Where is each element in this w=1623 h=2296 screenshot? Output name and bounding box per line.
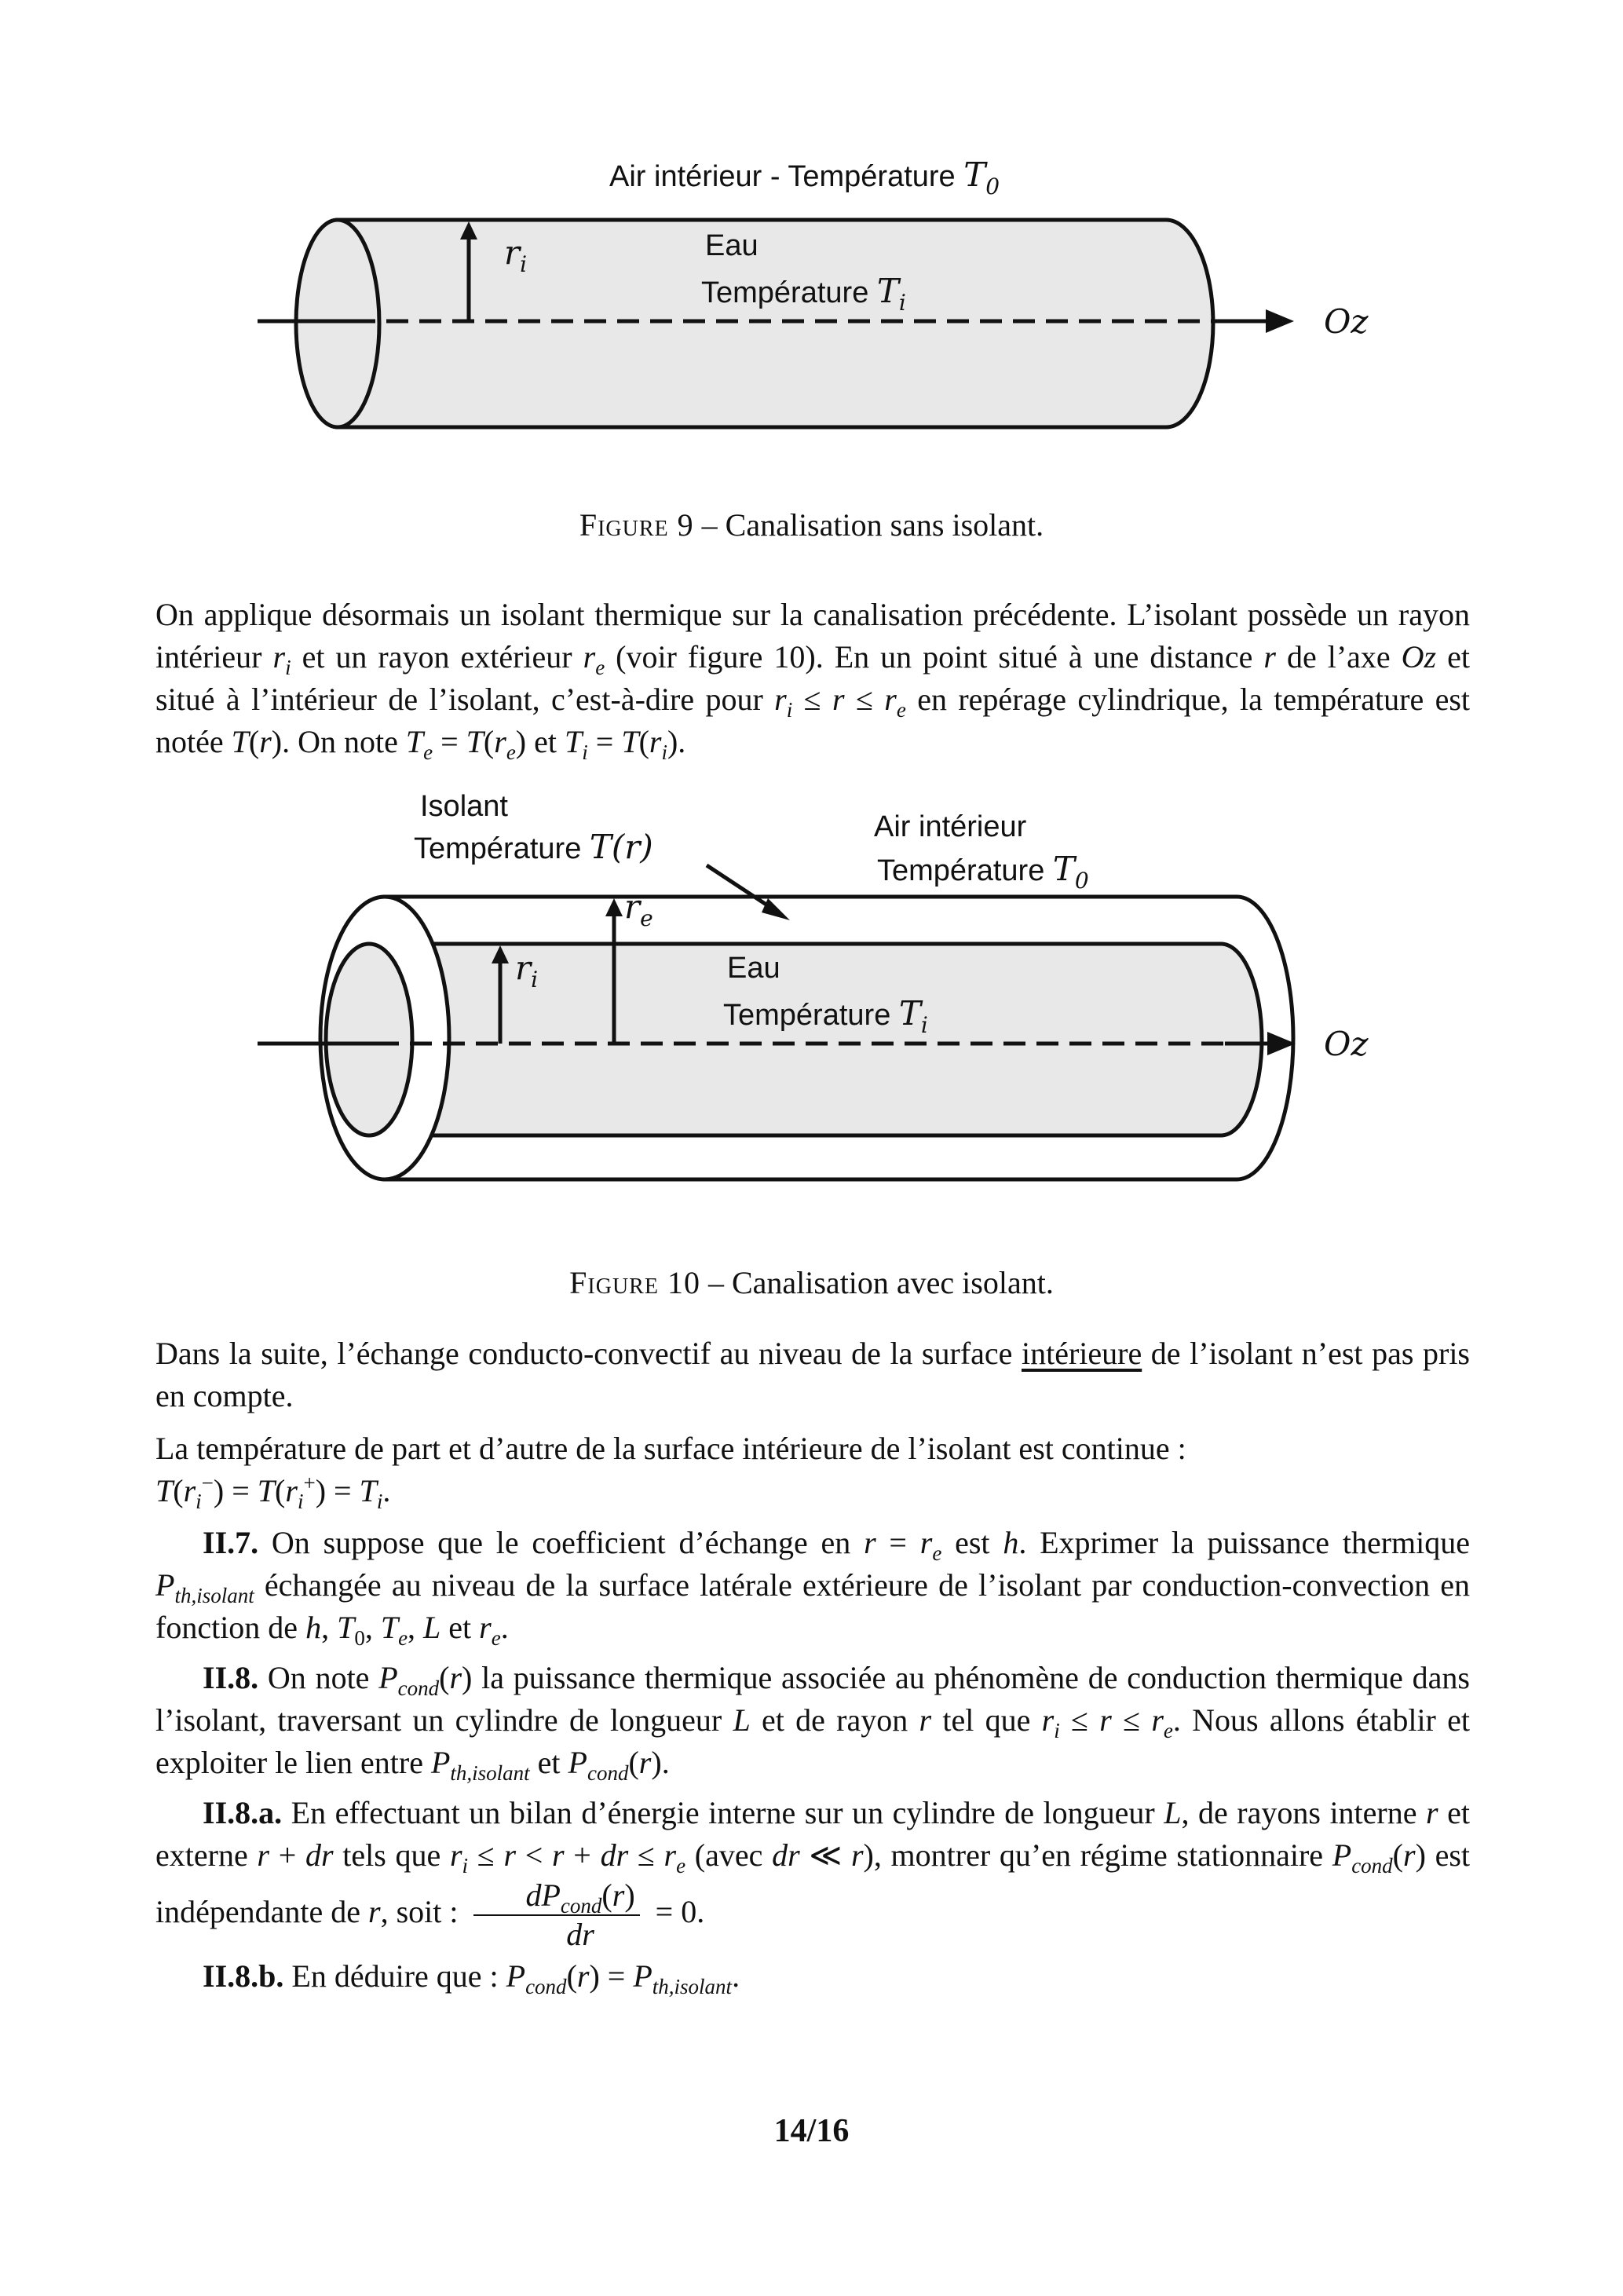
figure-9 [0,0,1623,503]
fig10-water-symbol: $T_i$ [898,994,928,1038]
fig10-water-temp [723,994,928,1038]
fig10-air-temp-text: Température [877,854,1045,887]
figure-9-caption-text: – Canalisation sans isolant. [701,507,1044,543]
figure-10-caption-text: – Canalisation avec isolant. [707,1265,1054,1300]
fig10-insulant-temp-text: Température [414,832,582,865]
fig9-axis-label: Oz [1324,302,1369,341]
paragraph-1: On applique désormais un isolant thermique sur la canalisation précédente. L’isolant possède un rayon intérieur $r_i$ et un rayon extérieur $r_e$ (voir figure 10). En un point situé à une distance r de l’axe Oz et situé à l’intérieur de l’isolant, c’est-à-dire pour $r_i \le r \le r_e$ en repérage cylindrique, la température est notée T(r). On note $T_e = T(r_e)$ et $T_i = T(r_i)$. [155,597,1471,764]
fig10-water-temp-text: Température [723,999,891,1032]
fig9-air-symbol: $T_0$ [963,155,1000,199]
fig10-axis-label: Oz [1324,1025,1369,1063]
question-II8b-label: II.8.b. [203,1958,284,1994]
figure-9-caption-prefix: Figure 9 [579,507,694,543]
question-II8-label: II.8. [203,1660,259,1695]
fig9-air-label [609,155,1000,199]
question-II7: II.7. On suppose que le coefficient d’échange en $r = r_e$ est h. Exprimer la puissance thermique $P_{th,isolant}$ échangée au niveau de la surface latérale extérieure de l’isolant par conduction-convection en fonction de h, $T_0$, $T_e$, L et $r_e$. [155,1525,1470,1650]
fig9-water-label: Eau [705,229,758,262]
fig9-water-temp-text: Température [701,276,869,309]
figure-10-caption [0,1264,1623,1301]
fig10-ri-label: $r_i$ [515,949,539,993]
fig9-water-symbol: $T_i$ [876,272,906,316]
derivative-fraction: $\frac{dP_{cond}(r)}{dr}$ [473,1877,639,1954]
fig9-water-temp [701,272,906,316]
fig10-re-label: $r_e$ [624,887,653,931]
pipe-left-end [326,944,412,1135]
figure-10-caption-prefix: Figure 10 [569,1265,700,1300]
pipe-body [369,944,1262,1135]
fig9-radius-label: $r_i$ [504,233,528,277]
question-II8a-label: II.8.a. [203,1795,283,1830]
fig10-air-temp [877,850,1089,894]
fig10-insulant-label: Isolant [420,790,508,823]
figure-9-caption [0,506,1623,543]
question-II8: II.8. On note $P_{cond}(r)$ la puissance thermique associée au phénomène de conduction thermique dans l’isolant, traversant un cylindre de longueur L et de rayon r tel que $r_i \le r \le r_e$. Nous allons établir et exploiter le lien entre $P_{th,isolant}$ et $P_{cond}(r)$. [155,1660,1471,1785]
page-number: 14/16 [773,2113,850,2149]
paragraph-2: Dans la suite, l’échange conducto-convectif au niveau de la surface intérieure de l’isolant n’est pas pris en compte. [155,1336,1471,1413]
fig10-air-symbol: $T_0$ [1052,850,1089,894]
question-II8b: II.8.b. En déduire que : $P_{cond}(r) = P_{th,isolant}$. [203,1958,740,1998]
fig10-water-label: Eau [727,952,780,985]
question-II7-label: II.7. [203,1525,259,1560]
fig10-insulant-temp [414,828,653,866]
figure-10 [0,777,1623,1280]
axis-arrowhead [1266,309,1294,333]
fig9-air-text: Air intérieur - Température [609,160,956,193]
fig10-insulant-symbol: T(r) [589,828,653,866]
question-II8a: II.8.a. En effectuant un bilan d’énergie interne sur un cylindre de longueur L, de rayons interne r et externe r + dr tels que $r_i \le r < r$ + dr ≤ $r_e$ (avec dr ≪ r), montrer qu’en régime stationnaire $P_{cond}(r)$ est indépendante de r, soit : $\frac{dP_{cond}(r)}{dr}$ = 0. [155,1795,1471,1952]
fig10-air-label: Air intérieur [874,810,1027,843]
paragraph-3: La température de part et d’autre de la surface intérieure de l’isolant est continue : $T(r_i^-) = T(r_i^+) = T_i$. [155,1431,1186,1513]
figure-9-drawing [0,0,1623,503]
pipe-left-end [296,220,379,427]
